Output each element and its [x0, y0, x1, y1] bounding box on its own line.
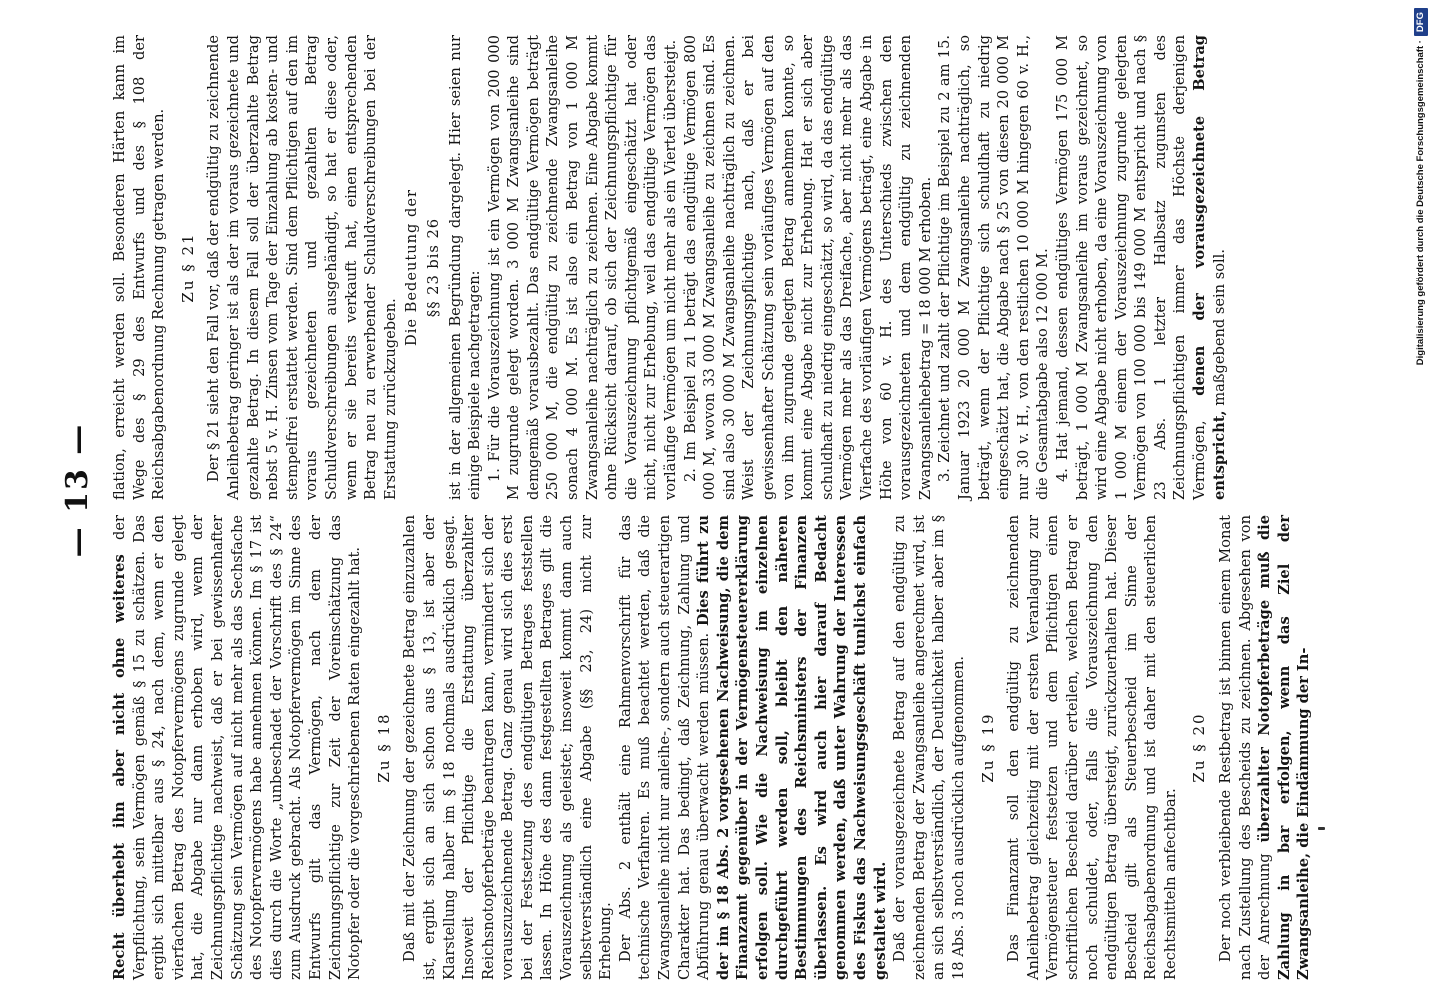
page-number: — 13 — [60, 422, 95, 558]
paragraph-text: 4. Hat jemand, dessen endgültiges Vermögen 175 000 M beträgt, 1 000 M Zwangsanleihe im voraus gezeichnet, so wird eine Abgabe nicht erhoben, da eine Vorauszeichnung von 1 000 M einem der Vorauszeichnung zugrunde gelegten Vermögen von 100 000 bis 149 000 M entspricht und nach § 23 Abs. 1 letzter Halbsatz zugunsten des Zeichnungspflichtigen immer das Höchste derjenigen Vermögen, [1053, 35, 1209, 500]
section-heading-23-26: §§ 23 bis 26 [424, 217, 442, 318]
paragraph: Daß mit der Zeichnung der gezeichnete Betrag einzuzahlen ist, ergibt sich an sich schon aus § 13, ist aber der Klarstellung halber im § 18 nochmals ausdrücklich gesagt. Insoweit der Pflichtige die Erstattung überzahlter Reichsnotopferbeträge beantragen kann, vermindert sich der vorauszuzeichnende Betrag. Ganz genau wird sich dies erst bei der Festsetzung des endgültigen Betrages feststellen lassen. In Höhe des dann festgestellten Betrages gilt die Vorauszeichnung als geleistet; insoweit kommt dann auch selbstverständlich eine Abgabe (§§ 23, 24) nicht zur Erhebung. [401, 515, 615, 980]
left-column [110, 515, 1314, 980]
paragraph: Daß der vorausgezeichnete Betrag auf den endgültig zu zeichnenden Betrag der Zwangsanleihe angerechnet wird, ist an sich selbstverständlich, der Deutlichkeit halber aber im § 18 Abs. 3 noch ausdrücklich aufgenommen. [891, 515, 967, 980]
example-paragraph-4 [1053, 35, 1229, 500]
dfg-logo: DFG [1414, 8, 1428, 36]
digitization-note [1414, 8, 1428, 992]
paragraph-continuation [110, 515, 365, 980]
digitization-note-text: Digitalisierung gefördert durch die Deutsche Forschungsgemeinschaft · [1415, 40, 1426, 366]
section-heading-21: Zu § 21 [178, 232, 197, 303]
paragraph: Das Finanzamt soll den endgültig zu zeichnenden Anleihebetrag gleichzeitig mit der ersten Veranlagung zur Vermögensteuer festsetzen und dem Pflichtigen einen schriftlichen Bescheid darüber erteilen, welchen Betrag er noch schuldet, oder, falls die Vorauszeichnung den endgültigen Betrag übersteigt, zurückzuerhalten hat. Dieser Bescheid gilt als Steuerbescheid im Sinne der Reichsabgabenordnung und ist daher mit den steuerlichen Rechtsmitteln anfechtbar. [1005, 515, 1179, 980]
section-heading-19: Zu § 19 [978, 712, 997, 783]
bold-text: überzahlter Notopferbeträge muß die Zahlung in bar erfolgen, wenn das Ziel der Zwangsanleihe, die Eindämmung der In- [1256, 515, 1313, 980]
print-mark [1318, 827, 1325, 830]
paragraph-continuation: flation, erreicht werden soll. Besonderen Härten kann im Wege des § 29 des Entwurfs und des § 108 der Reichsabgabenordnung Rechnung getragen werden. [111, 35, 168, 500]
paragraph-text: Der Abs. 2 enthält eine Rahmenvorschrift für das technische Verfahren. Es muß beachtet werden, daß die Zwangsanleihe nicht nur anleihe-, sondern auch steuerartigen Charakter hat. Das bedingt, daß Zeichnung, Zahlung und Abführung genau überwacht werden müssen. [616, 515, 713, 980]
paragraph-text: Der noch verbleibende Restbetrag ist binnen einem Monat nach Zustellung des Bescheids zu zeichnen. Abgesehen von der Anrechnung [1217, 515, 1274, 980]
paragraph [616, 515, 890, 980]
section-heading-20: Zu § 20 [1190, 712, 1209, 783]
bold-text: denen der vorausgezeichnete Betrag entspricht, [1191, 35, 1228, 500]
paragraph-text: der Verpflichtung, sein Vermögen gemäß § 15 zu schätzen. Das ergibt sich mittelbar aus § 24, nach dem, wenn er den vierfachen Betrag des Notopfervermögens zugrunde gelegt hat, die Abgabe nur dann erhoben wird, wenn der Zeichnungspflichtige nachweist, daß er bei gewissenhafter Schätzung sein Vermögen auf nicht mehr als das Sechsfache des Notopfervermögens habe annehmen können. Im § 17 ist dies durch die Worte „unbeschadet der Vorschrift des § 24“ zum Ausdruck gebracht. Als Notopfervermögen im Sinne des Entwurfs gilt das Vermögen, nach dem der Zeichnungspflichtige zur Zeit der Voreinschätzung das Notopfer oder die vorgeschriebenen Raten eingezahlt hat. [111, 514, 364, 980]
paragraph-text: maßgebend sein soll. [1210, 249, 1228, 411]
paragraph: Der § 21 sieht den Fall vor, daß der endgültig zu zeichnende Anleihebetrag geringer ist als der im voraus gezeichnete und gezahlte Betrag. In diesem Fall soll der überzahlte Betrag nebst 5 v. H. Zinsen vom Tage der Einzahlung ab kosten- und stempelfrei erstattet werden. Sind dem Pflichtigen auf den im voraus gezeichneten und gezahlten Betrag Schuldverschreibungen ausgehändigt, so hat er diese oder, wenn er sie bereits verkauft hat, einen entsprechenden Betrag neu zu erwerbender Schuldverschreibungen bei der Erstattung zurückzugeben. [205, 35, 399, 500]
bold-text: Dies führt zu der im § 18 Abs. 2 vorgesehenen Nachweisung, die dem Finanzamt gegenüber in der Vermögensteuererklärung erfolgen soll. Wie die Nachweisung im einzelnen durchgeführt werden soll, bleibt den näheren Bestimmungen des Reichsministers der Finanzen überlassen. Es wird auch hier darauf Bedacht genommen werden, daß unter Wahrung der Interessen des Fiskus das Nachweisungsgeschäft tunlichst einfach gestaltet wird. [695, 515, 889, 980]
example-paragraph-1: 1. Für die Vorauszeichnung ist ein Vermögen von 200 000 M zugrunde gelegt worden. 3 000 M Zwangsanleihe sind demgemäß vorausbezahlt. Das endgültige Vermögen beträgt 250 000 M, die endgültig zu zeichnende Zwangsanleihe sonach 4 000 M. Es ist also ein Betrag von 1 000 M Zwangsanleihe nachträglich zu zeichnen. Eine Abgabe kommt ohne Rücksicht darauf, ob sich der Zeichnungspflichtige für die Vorauszeichnung pflichtgemäß eingeschätzt hat oder nicht, nicht zur Erhebung, weil das endgültige Vermögen das vorläufige Vermögen um nicht mehr als ein Viertel übersteigt. [485, 35, 680, 500]
example-paragraph-3: 3. Zeichnet und zahlt der Pflichtige im Beispiel zu 2 am 15. Januar 1923 20 000 M Zwangsanleihe nachträglich, so beträgt, wenn der Pflichtige sich schuldhaft zu niedrig eingeschätzt hat, die Abgabe nach § 25 von diesen 20 000 M nur 30 v. H., von den restlichen 10 000 M hingegen 60 v. H., die Gesamtabgabe also 12 000 M. [936, 35, 1052, 500]
paragraph [1216, 515, 1314, 980]
section-heading-18: Zu § 18 [374, 712, 393, 783]
bold-text: Recht überhebt ihn aber nicht ohne weiteres [111, 554, 128, 980]
example-paragraph-2: 2. Im Beispiel zu 1 beträgt das endgültige Vermögen 800 000 M, wovon 33 000 M Zwangsanleihe zu zeichnen sind. Es sind also 30 000 M Zwangsanleihe nachträglich zu zeichnen. Weist der Zeichnungspflichtige nach, daß er bei gewissenhafter Schätzung sein vorläufiges Vermögen auf den von ihm zugrunde gelegten Betrag annehmen konnte, so kommt eine Abgabe nicht zur Erhebung. Hat er sich aber schuldhaft zu niedrig eingeschätzt, so wird, da das endgültige Vermögen mehr als das Dreifache, aber nicht mehr als das Vierfache des vorläufigen Vermögens beträgt, eine Abgabe in Höhe von 60 v. H. des Unterschieds zwischen den vorausgezeichneten und dem endgültig zu zeichnenden Zwangsanleihebetrag = 18 000 M erhoben. [681, 35, 934, 500]
right-column [110, 35, 1229, 500]
paragraph: ist in der allgemeinen Begründung dargelegt. Hier seien nur einige Beispiele nachgetragen: [446, 35, 484, 500]
section-heading-23-intro: Die Bedeutung der [403, 189, 421, 346]
